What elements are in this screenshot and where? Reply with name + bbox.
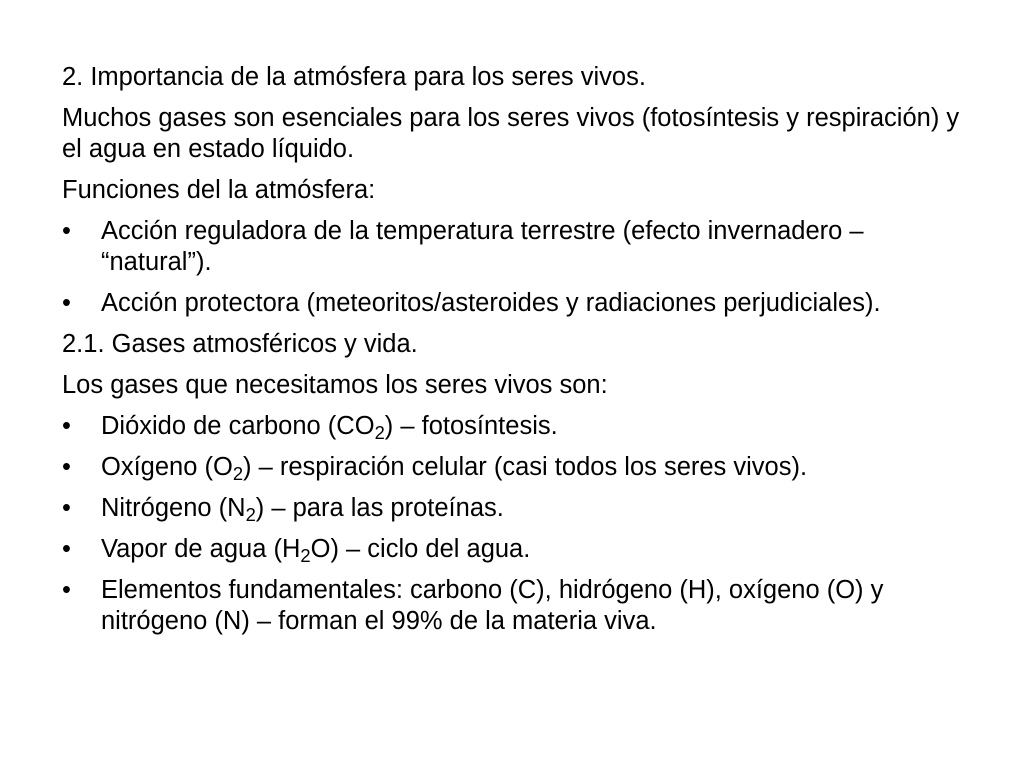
section-heading-gases: 2.1. Gases atmosféricos y vida. — [62, 330, 418, 358]
list-item-o2 — [62, 452, 974, 483]
slide-content — [62, 62, 974, 647]
section-heading-importance: 2. Importancia de la atmósfera para los seres vivos. — [62, 63, 646, 91]
intro-paragraph: Muchos gases son esenciales para los seres vivos (fotosíntesis y respiración) y el agua en estado líquido. — [62, 104, 960, 163]
list-item-text: Acción reguladora de la temperatura terrestre (efecto invernadero – “natural”). — [101, 217, 864, 276]
list-item-text: Oxígeno $(O_2)$ – respiración celular (casi todos los seres vivos). — [101, 453, 808, 485]
bullet-icon: • — [62, 576, 71, 604]
list-item-elements — [62, 575, 974, 637]
list-item-text: Acción protectora (meteoritos/asteroides y radiaciones perjudiciales). — [101, 289, 881, 317]
gases-intro: Los gases que necesitamos los seres vivos son: — [62, 371, 608, 399]
bullet-icon: • — [62, 535, 71, 563]
bullet-icon: • — [62, 494, 71, 522]
list-item-co2 — [62, 411, 974, 442]
list-item-function-protection — [62, 288, 974, 319]
list-item-function-regulation — [62, 216, 974, 278]
list-item-text: Vapor de agua $(H_2O)$ – ciclo del agua. — [101, 535, 531, 567]
list-item-h2o — [62, 534, 974, 565]
list-item-n2 — [62, 493, 974, 524]
bullet-icon: • — [62, 217, 71, 245]
bullet-icon: • — [62, 453, 71, 481]
list-item-text: Nitrógeno $(N_2)$ – para las proteínas. — [101, 494, 504, 526]
list-item-text: Dióxido de carbono $(CO_2)$ – fotosíntesis. — [101, 412, 558, 444]
bullet-icon: • — [62, 289, 71, 317]
list-item-text: Elementos fundamentales: carbono (C), hidrógeno (H), oxígeno (O) y nitrógeno (N) – forman el 99% de la materia viva. — [101, 576, 884, 635]
bullet-icon: • — [62, 412, 71, 440]
functions-heading: Funciones del la atmósfera: — [62, 176, 376, 204]
